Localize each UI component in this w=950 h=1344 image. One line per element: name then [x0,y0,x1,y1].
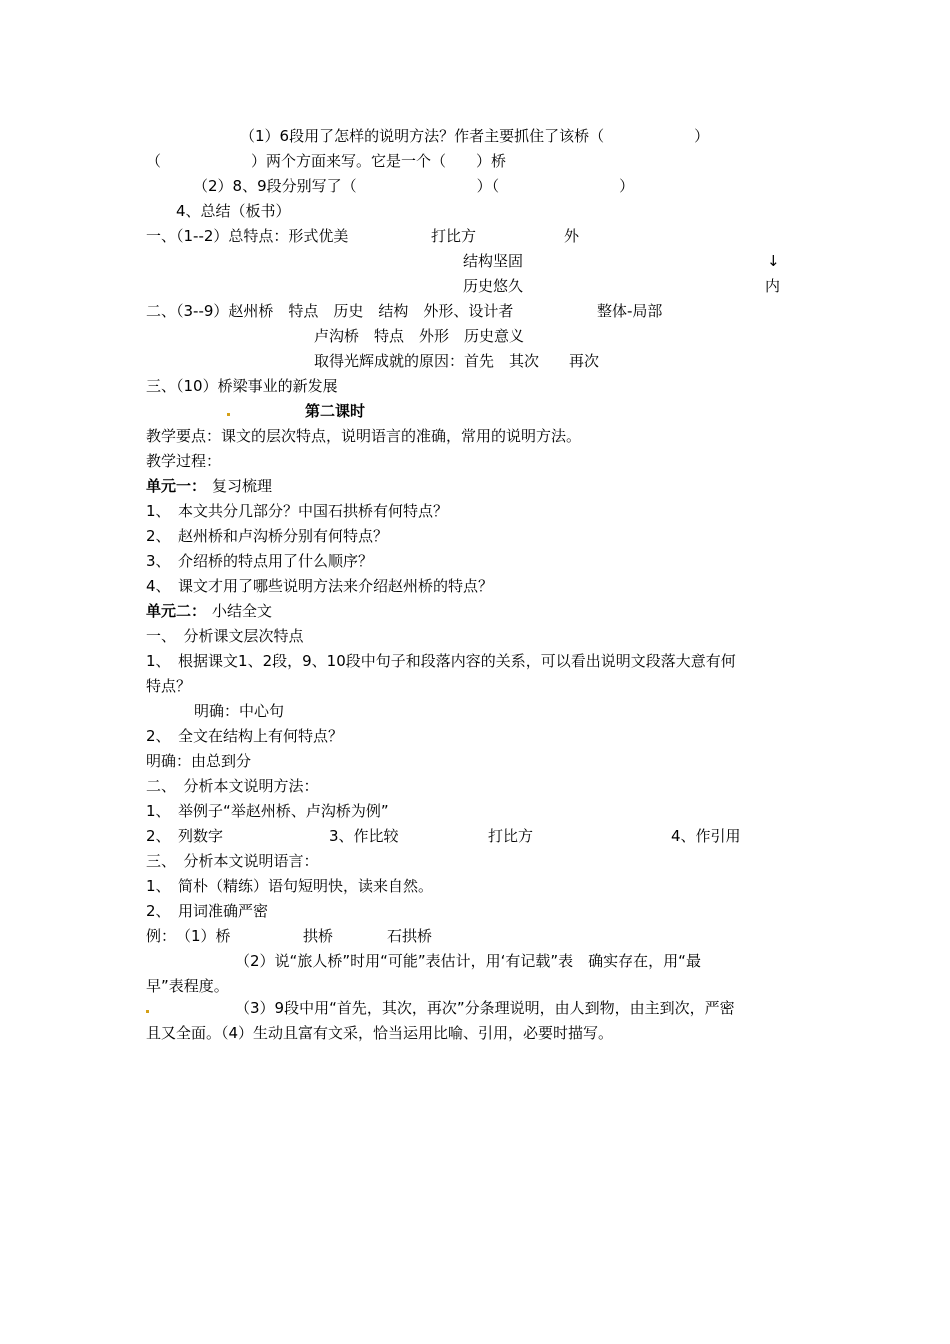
text-line: 4、 课文才用了哪些说明方法来介绍赵州桥的特点？ [146,577,494,595]
text-line: 教学过程： [146,452,222,470]
unit-label: 单元二： [146,602,207,620]
text-line: 早”表程度。 [146,977,229,995]
text-line: （ ）两个方面来写。它是一个（ ）桥 [146,152,507,170]
text-line: 内 [765,277,781,295]
text-line: 二、 分析本文说明方法： [146,777,319,795]
text-line: 打比方 [431,227,477,245]
text-line: 3、 介绍桥的特点用了什么顺序？ [146,552,374,570]
text-line: 2、 全文在结构上有何特点？ [146,727,344,745]
text-line: 特点？ [146,677,192,695]
unit-label: 单元一： [146,477,207,495]
text-line: 结构坚固 [463,252,524,270]
text-line: 历史悠久 [463,277,524,295]
text-line: 1、 本文共分几部分？中国石拱桥有何特点？ [146,502,449,520]
text-line: 例： （1）桥 [146,927,231,945]
text-line: （3）9段中用“首先，其次，再次”分条理说明，由人到物，由主到次，严密 [235,999,735,1017]
text-line: 3、作比较 [329,827,399,845]
text-line: 整体-局部 [597,302,663,320]
text-line: 取得光辉成就的原因：首先 其次 再次 [314,352,600,370]
text-line: 卢沟桥 特点 外形 历史意义 [314,327,525,345]
text-line: （2）说“旅人桥”时用“可能”表估计，用‘有记载”表 确实存在，用“最 [235,952,701,970]
text-line: （2）8、9段分别写了（ ）（ ） [193,177,635,195]
text-line: 复习梳理 [212,477,273,495]
text-line: 1、 根据课文1、2段，9、10段中句子和段落内容的关系，可以看出说明文段落大意有何 [146,652,736,670]
text-line: 一、 分析课文层次特点 [146,627,304,645]
mark-dot [146,1010,149,1013]
mark-dot [227,413,230,416]
text-line: 二、（3--9）赵州桥 特点 历史 结构 外形、设计者 [146,302,514,320]
text-line: 打比方 [488,827,534,845]
text-line: 且又全面。（4）生动且富有文采，恰当运用比喻、引用，必要时描写。 [146,1024,614,1042]
text-line: （1）6段用了怎样的说明方法？作者主要抓住了该桥（ ） [240,127,710,145]
text-line: 2、 用词准确严密 [146,902,269,920]
text-line: 明确：由总到分 [146,752,252,770]
text-line: 4、总结（板书） [176,202,291,220]
down-arrow-icon: ↓ [767,252,780,270]
text-line: 教学要点：课文的层次特点，说明语言的准确，常用的说明方法。 [146,427,582,445]
text-line: 1、 简朴（精练）语句短明快，读来自然。 [146,877,434,895]
section-title: 第二课时 [305,402,366,420]
text-line: 一、（1--2）总特点：形式优美 [146,227,349,245]
text-line: 拱桥 [303,927,334,945]
text-line: 石拱桥 [387,927,433,945]
text-line: 4、作引用 [671,827,741,845]
text-line: 小结全文 [212,602,273,620]
text-line: 1、 举例子“举赵州桥、卢沟桥为例” [146,802,389,820]
text-line: 三、 分析本文说明语言： [146,852,319,870]
text-line: 2、 列数字 [146,827,224,845]
text-line: 2、 赵州桥和卢沟桥分别有何特点？ [146,527,389,545]
text-line: 外 [564,227,580,245]
text-line: 明确：中心句 [194,702,285,720]
text-line: 三、（10）桥梁事业的新发展 [146,377,338,395]
